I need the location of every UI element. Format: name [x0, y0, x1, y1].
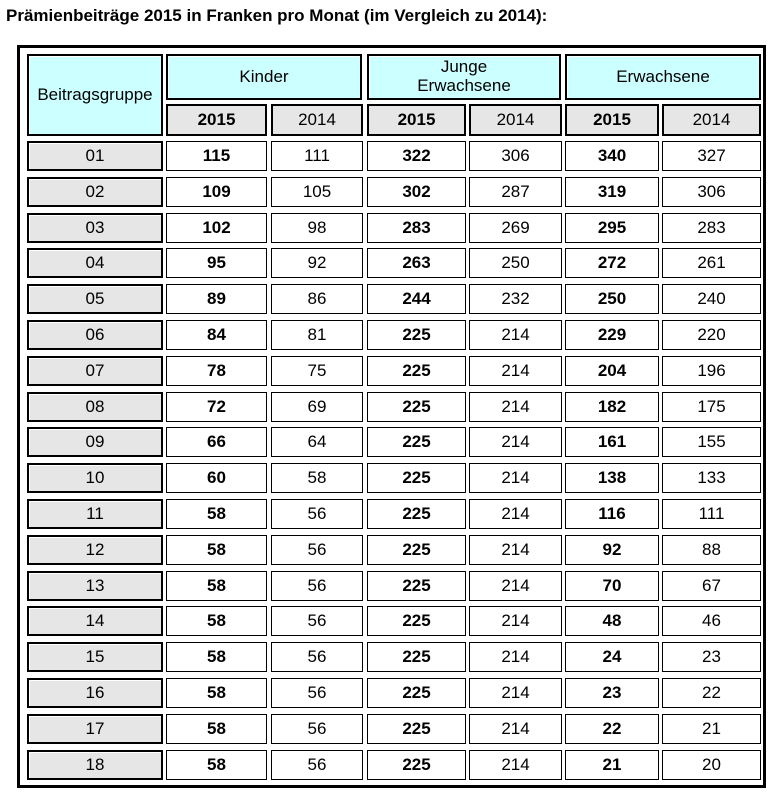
cell-kinder-2015: 72 — [166, 392, 267, 422]
cell-kinder-2014: 56 — [271, 499, 363, 529]
cell-erwachsene-2014: 133 — [662, 463, 761, 493]
cell-kinder-2015: 58 — [166, 714, 267, 744]
cell-junge-2015: 225 — [367, 499, 466, 529]
cell-junge-2014: 214 — [469, 392, 562, 422]
cell-group: 18 — [27, 750, 163, 780]
cell-kinder-2014: 92 — [271, 248, 363, 278]
cell-group: 16 — [27, 678, 163, 708]
cell-erwachsene-2015: 182 — [565, 392, 659, 422]
cell-kinder-2015: 89 — [166, 284, 267, 314]
cell-junge-2015: 225 — [367, 535, 466, 565]
cell-group: 13 — [27, 571, 163, 601]
cell-erwachsene-2015: 21 — [565, 750, 659, 780]
cell-junge-2014: 214 — [469, 714, 562, 744]
cell-kinder-2014: 56 — [271, 606, 363, 636]
cell-junge-2014: 214 — [469, 320, 562, 350]
cell-erwachsene-2014: 220 — [662, 320, 761, 350]
cell-kinder-2015: 58 — [166, 750, 267, 780]
cell-group: 01 — [27, 141, 163, 171]
cell-erwachsene-2015: 204 — [565, 356, 659, 386]
cell-kinder-2015: 102 — [166, 213, 267, 243]
cell-group: 06 — [27, 320, 163, 350]
cell-erwachsene-2015: 272 — [565, 248, 659, 278]
cell-erwachsene-2014: 22 — [662, 678, 761, 708]
cell-junge-2014: 214 — [469, 356, 562, 386]
cell-junge-2014: 214 — [469, 642, 562, 672]
cell-erwachsene-2014: 21 — [662, 714, 761, 744]
header-group-label: Beitragsgruppe — [27, 54, 163, 136]
cell-kinder-2014: 64 — [271, 427, 363, 457]
cell-erwachsene-2015: 24 — [565, 642, 659, 672]
cell-kinder-2014: 58 — [271, 463, 363, 493]
cell-erwachsene-2014: 283 — [662, 213, 761, 243]
cell-group: 12 — [27, 535, 163, 565]
cell-kinder-2014: 81 — [271, 320, 363, 350]
cell-kinder-2014: 56 — [271, 714, 363, 744]
cell-junge-2015: 225 — [367, 571, 466, 601]
cell-junge-2014: 214 — [469, 750, 562, 780]
cell-kinder-2015: 78 — [166, 356, 267, 386]
cell-erwachsene-2015: 22 — [565, 714, 659, 744]
cell-junge-2015: 244 — [367, 284, 466, 314]
cell-kinder-2015: 58 — [166, 678, 267, 708]
cell-junge-2015: 225 — [367, 750, 466, 780]
cell-kinder-2015: 58 — [166, 499, 267, 529]
cell-erwachsene-2014: 306 — [662, 177, 761, 207]
cell-junge-2014: 214 — [469, 463, 562, 493]
cell-erwachsene-2015: 138 — [565, 463, 659, 493]
year-header-junge-2014: 2014 — [469, 104, 562, 136]
cell-kinder-2014: 56 — [271, 642, 363, 672]
cell-erwachsene-2014: 46 — [662, 606, 761, 636]
cell-junge-2015: 263 — [367, 248, 466, 278]
cell-erwachsene-2015: 340 — [565, 141, 659, 171]
cell-junge-2014: 214 — [469, 535, 562, 565]
year-header-erwachsene-2015: 2015 — [565, 104, 659, 136]
cell-group: 05 — [27, 284, 163, 314]
cell-erwachsene-2014: 111 — [662, 499, 761, 529]
cell-erwachsene-2014: 327 — [662, 141, 761, 171]
cell-erwachsene-2015: 116 — [565, 499, 659, 529]
cell-junge-2015: 302 — [367, 177, 466, 207]
cell-group: 10 — [27, 463, 163, 493]
cell-junge-2015: 225 — [367, 714, 466, 744]
cell-kinder-2015: 58 — [166, 642, 267, 672]
cell-kinder-2014: 98 — [271, 213, 363, 243]
year-header-erwachsene-2014: 2014 — [662, 104, 761, 136]
cell-kinder-2014: 75 — [271, 356, 363, 386]
cell-erwachsene-2014: 23 — [662, 642, 761, 672]
cell-junge-2014: 287 — [469, 177, 562, 207]
cell-kinder-2015: 60 — [166, 463, 267, 493]
cell-group: 17 — [27, 714, 163, 744]
cell-kinder-2015: 109 — [166, 177, 267, 207]
cell-erwachsene-2014: 88 — [662, 535, 761, 565]
cell-group: 04 — [27, 248, 163, 278]
cell-erwachsene-2015: 229 — [565, 320, 659, 350]
cell-junge-2015: 322 — [367, 141, 466, 171]
page-title: Prämienbeiträge 2015 in Franken pro Monat (im Vergleich zu 2014): — [6, 6, 548, 25]
cell-kinder-2014: 111 — [271, 141, 363, 171]
cell-erwachsene-2015: 70 — [565, 571, 659, 601]
cell-kinder-2014: 86 — [271, 284, 363, 314]
year-header-kinder-2015: 2015 — [166, 104, 267, 136]
cell-erwachsene-2015: 48 — [565, 606, 659, 636]
cell-kinder-2015: 66 — [166, 427, 267, 457]
cell-junge-2014: 214 — [469, 606, 562, 636]
cell-group: 09 — [27, 427, 163, 457]
cell-kinder-2015: 58 — [166, 535, 267, 565]
cell-junge-2014: 232 — [469, 284, 562, 314]
cell-kinder-2014: 56 — [271, 750, 363, 780]
cell-kinder-2014: 105 — [271, 177, 363, 207]
cell-kinder-2014: 69 — [271, 392, 363, 422]
cell-junge-2015: 225 — [367, 320, 466, 350]
cell-kinder-2015: 58 — [166, 606, 267, 636]
cell-junge-2015: 225 — [367, 642, 466, 672]
cell-erwachsene-2014: 240 — [662, 284, 761, 314]
cell-junge-2014: 250 — [469, 248, 562, 278]
cell-group: 14 — [27, 606, 163, 636]
cell-junge-2014: 214 — [469, 571, 562, 601]
cell-junge-2015: 225 — [367, 463, 466, 493]
cell-kinder-2015: 95 — [166, 248, 267, 278]
cell-erwachsene-2015: 295 — [565, 213, 659, 243]
cell-junge-2014: 306 — [469, 141, 562, 171]
cell-erwachsene-2014: 175 — [662, 392, 761, 422]
cell-erwachsene-2014: 155 — [662, 427, 761, 457]
cell-junge-2015: 225 — [367, 678, 466, 708]
cell-erwachsene-2015: 161 — [565, 427, 659, 457]
cell-junge-2015: 225 — [367, 427, 466, 457]
cell-junge-2014: 214 — [469, 499, 562, 529]
cell-erwachsene-2014: 261 — [662, 248, 761, 278]
header-junge-erwachsene: Junge Erwachsene — [367, 54, 561, 100]
cell-kinder-2015: 58 — [166, 571, 267, 601]
cell-junge-2015: 225 — [367, 356, 466, 386]
header-erwachsene: Erwachsene — [565, 54, 761, 100]
cell-erwachsene-2014: 196 — [662, 356, 761, 386]
cell-junge-2015: 283 — [367, 213, 466, 243]
cell-kinder-2014: 56 — [271, 571, 363, 601]
cell-junge-2015: 225 — [367, 606, 466, 636]
cell-junge-2014: 269 — [469, 213, 562, 243]
cell-erwachsene-2015: 250 — [565, 284, 659, 314]
cell-kinder-2015: 115 — [166, 141, 267, 171]
year-header-kinder-2014: 2014 — [271, 104, 363, 136]
cell-erwachsene-2015: 319 — [565, 177, 659, 207]
cell-group: 11 — [27, 499, 163, 529]
cell-group: 08 — [27, 392, 163, 422]
cell-junge-2014: 214 — [469, 427, 562, 457]
cell-group: 03 — [27, 213, 163, 243]
cell-erwachsene-2015: 92 — [565, 535, 659, 565]
cell-erwachsene-2015: 23 — [565, 678, 659, 708]
header-kinder: Kinder — [166, 54, 362, 100]
cell-erwachsene-2014: 67 — [662, 571, 761, 601]
cell-group: 15 — [27, 642, 163, 672]
cell-kinder-2014: 56 — [271, 535, 363, 565]
cell-group: 07 — [27, 356, 163, 386]
cell-junge-2014: 214 — [469, 678, 562, 708]
cell-kinder-2015: 84 — [166, 320, 267, 350]
cell-group: 02 — [27, 177, 163, 207]
cell-erwachsene-2014: 20 — [662, 750, 761, 780]
premium-table — [17, 45, 766, 788]
year-header-junge-2015: 2015 — [367, 104, 466, 136]
cell-kinder-2014: 56 — [271, 678, 363, 708]
cell-junge-2015: 225 — [367, 392, 466, 422]
